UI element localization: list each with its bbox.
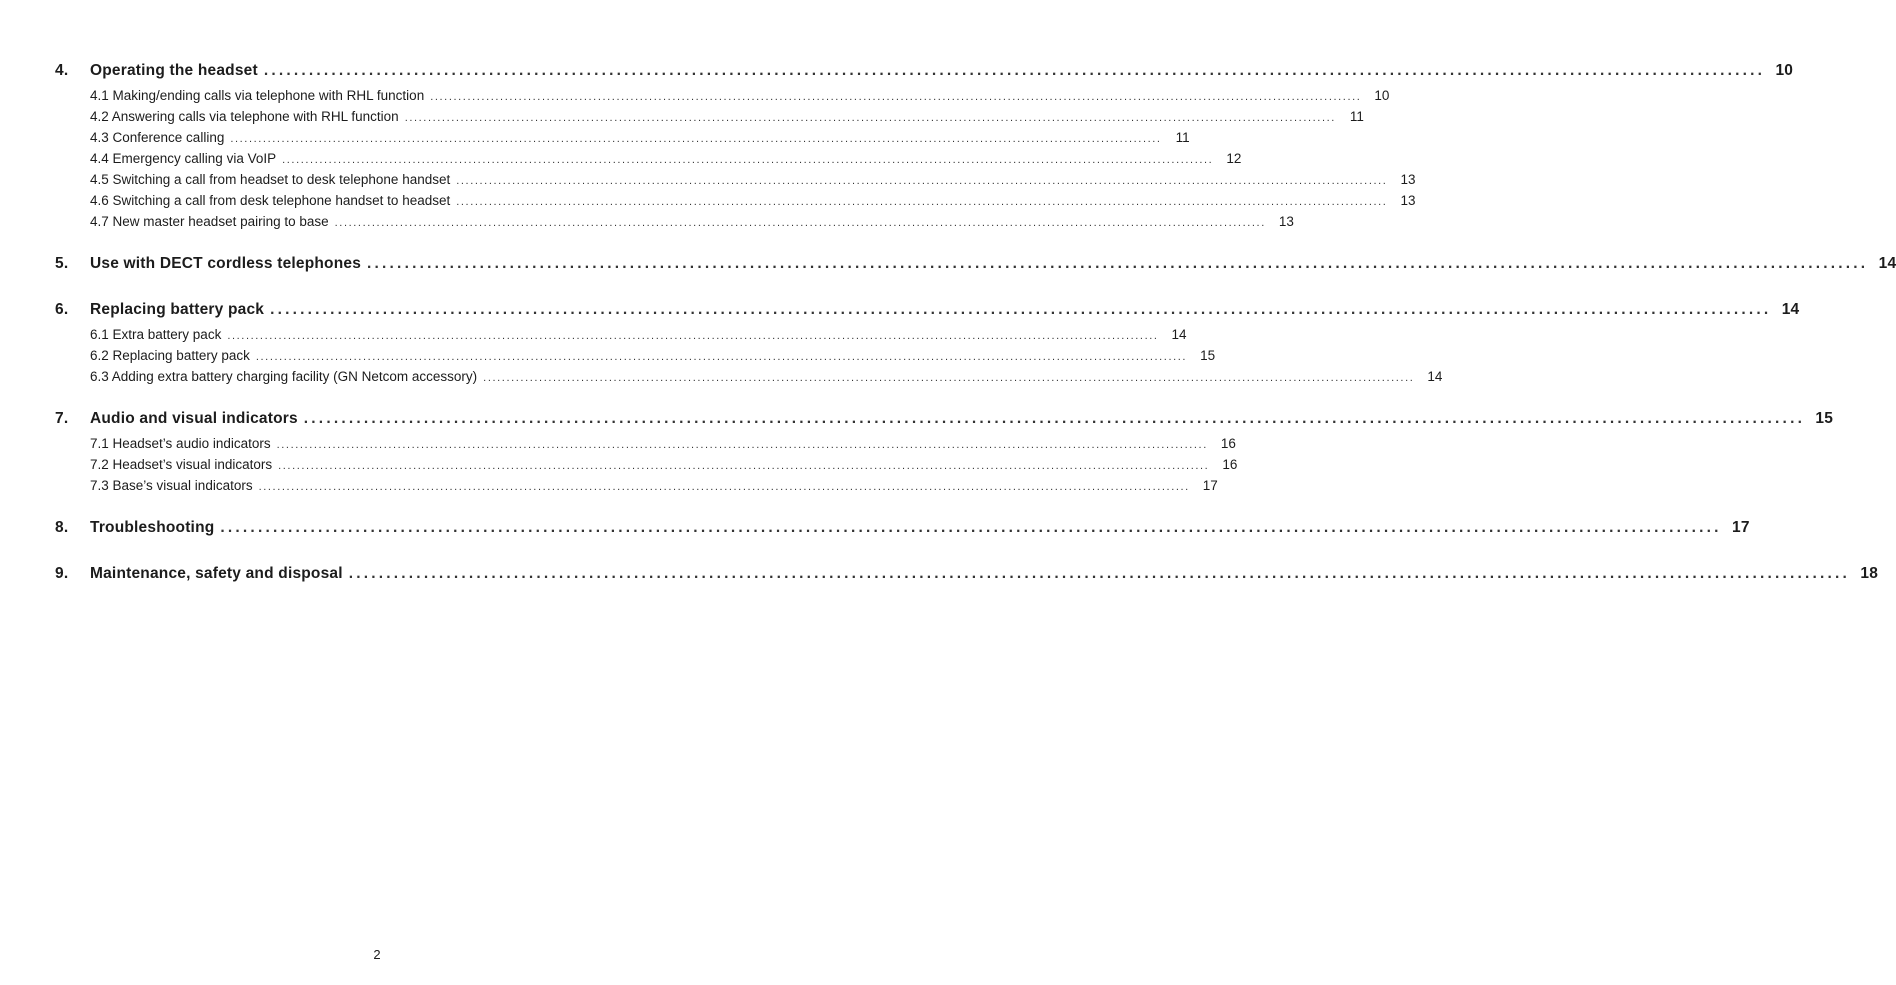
toc-section-8 [55,519,1750,545]
page-number: 12 [1226,151,1242,166]
page-number: 14 [1427,369,1443,384]
dot-leader: ........................................................................................................................................................................................................ [456,196,1388,208]
subsection-title: 4.4 Emergency calling via VoIP [90,151,277,166]
page-number: 10 [1775,62,1794,79]
toc-section-4 [55,62,1794,235]
page-number: 11 [1175,130,1190,145]
dot-leader: ........................................................................................................................................................................................................ [278,460,1210,472]
subsection-title: 6.1 Extra battery pack [90,327,222,342]
toc-section-9 [55,565,1879,591]
dot-leader: ........................................................................................................................................................................................................ [227,330,1159,342]
subsection-title: 4.5 Switching a call from headset to desk telephone handset [90,172,451,187]
toc-entry[interactable] [55,301,1800,327]
toc-subentry[interactable] [90,130,1190,151]
page-number: 16 [1222,457,1238,472]
section-number: 7. [55,410,69,427]
toc-subentry[interactable] [90,193,1416,214]
toc-entry[interactable] [55,519,1750,545]
page-number: 18 [1860,565,1879,582]
dot-leader: ........................................................................................................................................................................................................ [404,112,1336,124]
section-title: Use with DECT cordless telephones [90,255,362,272]
toc-subentry[interactable] [90,348,1216,369]
toc-subentry[interactable] [90,369,1443,390]
toc-subentry[interactable] [90,436,1236,457]
subsection-title: 4.7 New master headset pairing to base [90,214,329,229]
toc-subentry[interactable] [90,327,1187,348]
toc-subentry[interactable] [90,109,1364,130]
page-number: 15 [1200,348,1216,363]
dot-leader: ........................................................................................................................................................................................................ [220,519,1722,536]
section-number: 5. [55,255,69,272]
section-number: 4. [55,62,69,79]
toc-subentry[interactable] [90,151,1242,172]
page-number: 13 [1400,172,1416,187]
section-title: Maintenance, safety and disposal [90,565,343,582]
dot-leader: ........................................................................................................................................................................................................ [334,217,1266,229]
page-number: 16 [1220,436,1236,451]
dot-leader: ........................................................................................................................................................................................................ [255,351,1188,363]
page-number: 14 [1781,301,1800,318]
subsection-title: 4.1 Making/ending calls via telephone with RHL function [90,88,425,103]
section-number: 6. [55,301,69,318]
toc-entry[interactable] [55,565,1879,591]
subsection-title: 7.1 Headset’s audio indicators [90,436,271,451]
subsection-title: 6.2 Replacing battery pack [90,348,250,363]
dot-leader: ........................................................................................................................................................................................................ [348,565,1851,582]
page-number: 10 [1374,88,1390,103]
section-title: Operating the headset [90,62,258,79]
toc-section-6 [55,301,1800,390]
page-number: 17 [1732,519,1750,536]
section-title: Audio and visual indicators [90,410,298,427]
dot-leader: ........................................................................................................................................................................................................ [263,62,1766,79]
dot-leader: ........................................................................................................................................................................................................ [456,175,1388,187]
dot-leader: ........................................................................................................................................................................................................ [430,91,1362,103]
section-title: Replacing battery pack [90,301,265,318]
subsection-title: 6.3 Adding extra battery charging facility (GN Netcom accessory) [90,369,478,384]
toc-entry[interactable] [55,62,1794,88]
toc-subentry[interactable] [90,457,1238,478]
section-number: 8. [55,519,69,536]
dot-leader: ........................................................................................................................................................................................................ [483,372,1415,384]
toc-subentry[interactable] [90,172,1416,193]
dot-leader: ........................................................................................................................................................................................................ [270,301,1772,318]
dot-leader: ........................................................................................................................................................................................................ [276,439,1208,451]
toc-section-5 [55,255,1896,281]
toc-section-7 [55,410,1834,499]
subsection-title: 7.2 Headset’s visual indicators [90,457,273,472]
page-number: 14 [1878,255,1896,272]
page-number: 13 [1278,214,1294,229]
subsection-title: 4.2 Answering calls via telephone with RHL function [90,109,399,124]
subsection-title: 4.6 Switching a call from desk telephone handset to headset [90,193,451,208]
page-number: 14 [1171,327,1187,342]
dot-leader: ........................................................................................................................................................................................................ [303,410,1806,427]
page-number: 17 [1202,478,1218,493]
dot-leader: ........................................................................................................................................................................................................ [282,154,1214,166]
subsection-title: 7.3 Base’s visual indicators [90,478,253,493]
subsection-title: 4.3 Conference calling [90,130,225,145]
page-number: 13 [1400,193,1416,208]
dot-leader: ........................................................................................................................................................................................................ [230,133,1162,145]
dot-leader: ........................................................................................................................................................................................................ [258,481,1190,493]
toc-entry[interactable] [55,410,1834,436]
table-of-contents [55,62,1896,611]
toc-subentry[interactable] [90,478,1218,499]
page-number: 15 [1815,410,1834,427]
page-footer-number: 2 [373,947,381,962]
toc-entry[interactable] [55,255,1896,281]
page-number: 11 [1349,109,1364,124]
dot-leader: ........................................................................................................................................................................................................ [367,255,1869,272]
section-title: Troubleshooting [90,519,215,536]
toc-subentry[interactable] [90,88,1390,109]
toc-subentry[interactable] [90,214,1294,235]
section-number: 9. [55,565,69,582]
